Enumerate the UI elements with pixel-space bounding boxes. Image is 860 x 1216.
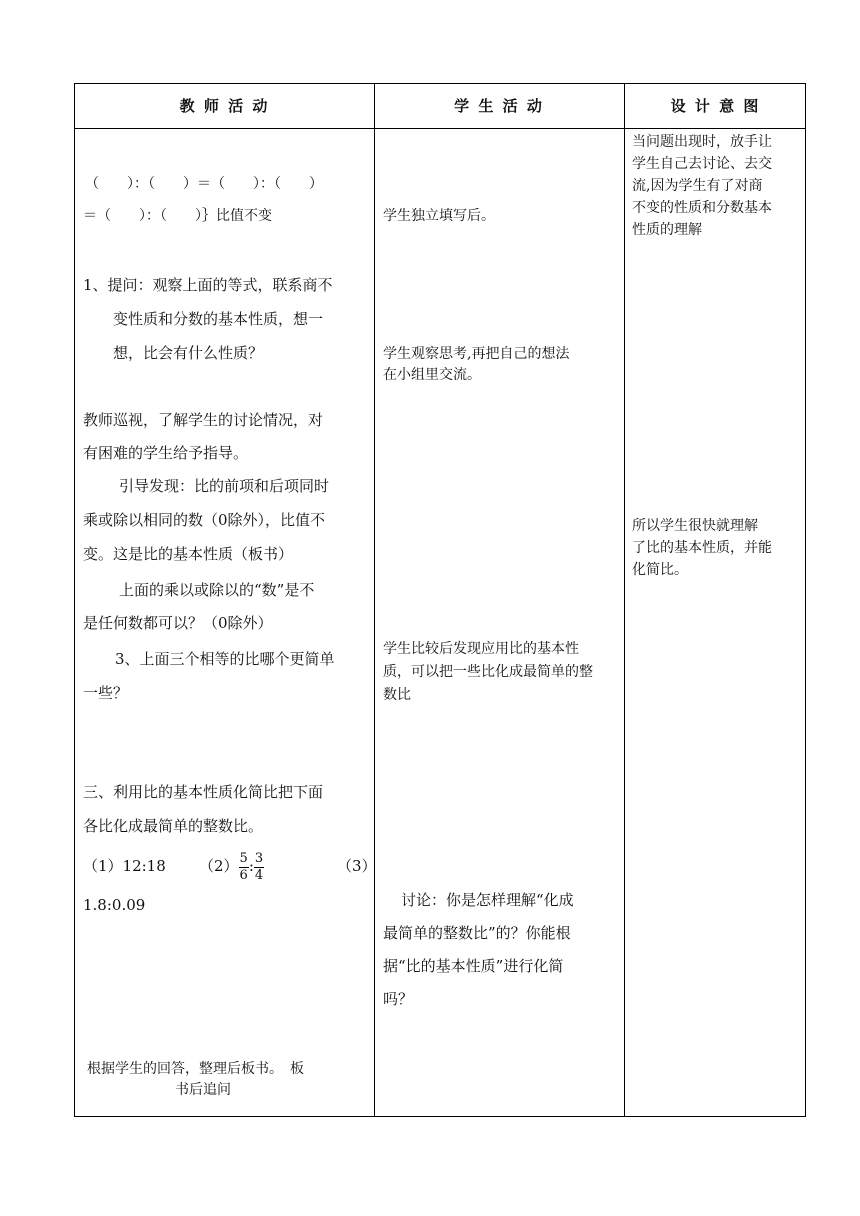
student-4-a: 讨论：你是怎样理解“化成: [401, 891, 574, 909]
ratio-line-1: （ ）：（ ）＝（ ）：（ ）: [85, 176, 323, 192]
ratio-line-2: ＝（ ）：（ ）｝比值不变: [83, 208, 272, 224]
part-3-b: 各比化成最简单的整数比。: [83, 817, 264, 835]
design-2-c: 化简比。: [632, 562, 688, 578]
tour-a: 教师巡视，了解学生的讨论情况，对: [83, 411, 324, 429]
header-student: 学 生 活 动: [454, 97, 544, 115]
student-4-c: 据“比的基本性质”进行化简: [383, 957, 564, 975]
guide-c: 变。这是比的基本性质（板书）: [83, 545, 294, 563]
design-2-b: 了比的基本性质，并能: [632, 540, 772, 556]
student-4-d: 吗？: [383, 990, 414, 1008]
student-2-a: 学生观察思考,再把自己的想法: [383, 346, 570, 362]
question-1-b: 变性质和分数的基本性质，想一: [113, 310, 324, 328]
question-3-a: 3、上面三个相等的比哪个更简单: [115, 650, 335, 668]
ending-a: 根据学生的回答，整理后板书。 板: [87, 1061, 304, 1077]
student-4-b: 最简单的整数比”的？你能根: [383, 924, 571, 942]
student-3-a: 学生比较后发现应用比的基本性: [383, 641, 579, 657]
tour-b: 有困难的学生给予指导。: [83, 444, 249, 462]
student-1: 学生独立填写后。: [383, 208, 495, 224]
design-1-e: 性质的理解: [632, 222, 702, 238]
exercise-3-value: 1.8:0.09: [83, 896, 146, 914]
design-1-c: 流,因为学生有了对商: [632, 178, 763, 194]
question-3-b: 一些？: [83, 684, 129, 702]
student-3-c: 数比: [383, 687, 411, 703]
fraction-5-6: $\frac{5}{6}$: [239, 850, 248, 883]
guide-b: 乘或除以相同的数（0除外），比值不: [83, 511, 326, 529]
guide-a: 引导发现：比的前项和后项同时: [119, 477, 330, 495]
lesson-table: [74, 83, 806, 1117]
ending-b: 书后追问: [175, 1082, 231, 1098]
column-divider-1: [374, 84, 375, 1116]
ask-a: 上面的乘以或除以的“数”是不: [119, 581, 315, 599]
exercise-2-label: （2）: [199, 857, 239, 875]
design-1-b: 学生自己去讨论、去交: [632, 156, 772, 172]
student-3-b: 质，可以把一些比化成最简单的整: [383, 664, 593, 680]
design-2-a: 所以学生很快就理解: [632, 518, 758, 534]
exercise-2-colon: :: [248, 857, 254, 875]
exercise-1: （1）12:18: [83, 857, 166, 875]
part-3-a: 三、利用比的基本性质化简比把下面: [83, 783, 324, 801]
exercise-2: [199, 846, 264, 886]
ask-b: 是任何数都可以？（0除外）: [83, 614, 273, 632]
question-1-c: 想，比会有什么性质？: [113, 344, 264, 362]
column-divider-2: [624, 84, 625, 1116]
design-1-a: 当问题出现时，放手让: [632, 134, 772, 150]
header-design: 设 计 意 图: [670, 97, 761, 115]
question-1-a: 1、提问：观察上面的等式，联系商不: [83, 276, 333, 294]
header-divider: [75, 128, 805, 129]
exercise-3-label: （3）: [337, 857, 377, 875]
student-2-b: 在小组里交流。: [383, 367, 481, 383]
fraction-3-4: $\frac{3}{4}$: [254, 850, 264, 883]
header-teacher: 教 师 活 动: [179, 97, 270, 115]
design-1-d: 不变的性质和分数基本: [632, 200, 772, 216]
